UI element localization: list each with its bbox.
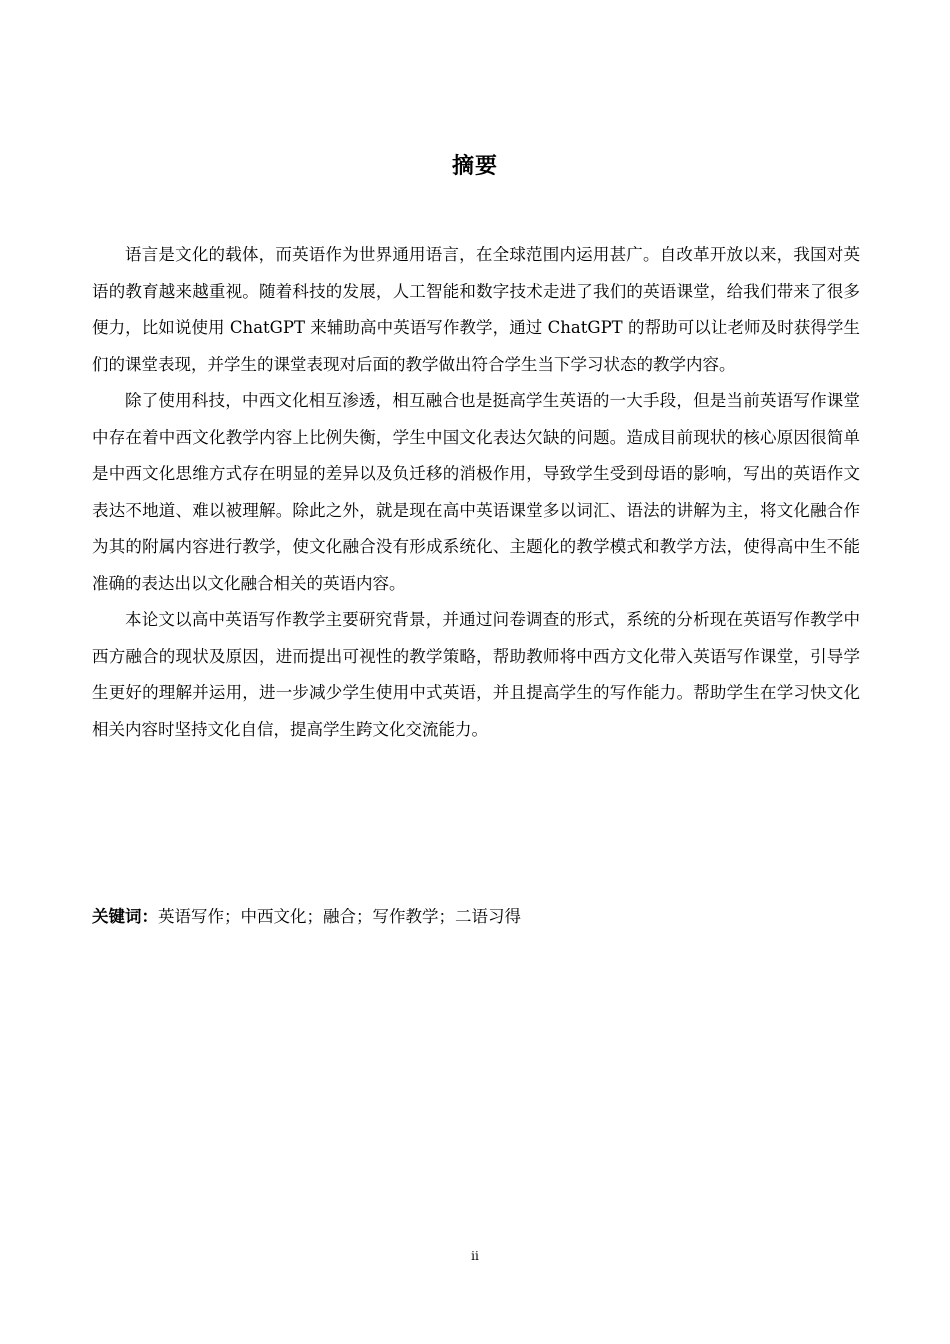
abstract-paragraph-3: 本论文以高中英语写作教学主要研究背景，并通过问卷调查的形式，系统的分析现在英语写作教学中西方融合的现状及原因，进而提出可视性的教学策略，帮助教师将中西方文化带入英语写作课堂，引导学生更好的理解并运用，进一步减少学生使用中式英语，并且提高学生的写作能力。帮助学生在学习快文化相关内容时坚持文化自信，提高学生跨文化交流能力。	[92, 610, 860, 739]
keywords-label: 关键词：	[92, 907, 158, 926]
page-title: 摘要	[451, 154, 498, 179]
abstract-body	[92, 237, 860, 748]
page-number: ii	[471, 1249, 479, 1263]
abstract-paragraph-2: 除了使用科技，中西文化相互渗透，相互融合也是挺高学生英语的一大手段，但是当前英语写作课堂中存在着中西文化教学内容上比例失衡，学生中国文化表达欠缺的问题。造成目前现状的核心原因很简单是中西文化思维方式存在明显的差异以及负迁移的消极作用，导致学生受到母语的影响，写出的英语作文表达不地道、难以被理解。除此之外，就是现在高中英语课堂多以词汇、语法的讲解为主，将文化融合作为其的附属内容进行教学，使文化融合没有形成系统化、主题化的教学模式和教学方法，使得高中生不能准确的表达出以文化融合相关的英语内容。	[92, 391, 860, 593]
keywords-line	[92, 900, 860, 934]
abstract-paragraph-1: 语言是文化的载体，而英语作为世界通用语言，在全球范围内运用甚广。自改革开放以来，我国对英语的教育越来越重视。随着科技的发展，人工智能和数字技术走进了我们的英语课堂，给我们带来了很多便力，比如说使用 ChatGPT 来辅助高中英语写作教学，通过 ChatGPT 的帮助可以让老师及时获得学生们的课堂表现，并学生的课堂表现对后面的教学做出符合学生当下学习状态的教学内容。	[92, 245, 860, 374]
keywords-text: 英语写作；中西文化；融合；写作教学；二语习得	[158, 907, 521, 926]
